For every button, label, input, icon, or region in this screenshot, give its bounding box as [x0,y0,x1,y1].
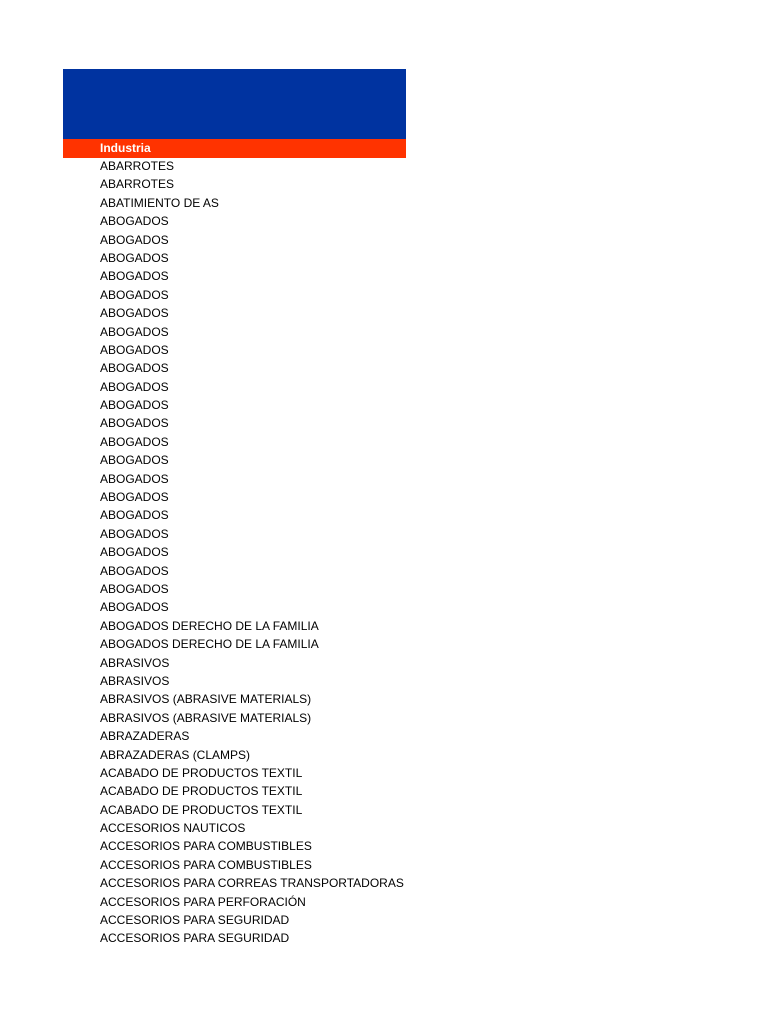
column-header [63,139,406,158]
list-item: ABRASIVOS [100,655,170,670]
industry-list [100,157,404,948]
list-item: ACCESORIOS PARA PERFORACIÓN [100,894,306,909]
list-item: ACCESORIOS NAUTICOS [100,821,246,836]
list-item: ABOGADOS [100,563,169,578]
list-item: ABOGADOS [100,306,169,321]
list-item: ABOGADOS [100,232,169,247]
list-item: ABOGADOS [100,526,169,541]
list-item: ABOGADOS [100,250,169,265]
list-item: ABOGADOS [100,269,169,284]
list-item: ABOGADOS [100,214,169,229]
list-item: ABRASIVOS [100,673,170,688]
list-item: ABOGADOS [100,453,169,468]
list-item: ABARROTES [100,159,175,173]
list-item: ABOGADOS [100,361,169,376]
list-item: ABOGADOS [100,471,169,486]
list-item: ABOGADOS [100,434,169,449]
list-item: ACCESORIOS PARA SEGURIDAD [100,931,290,946]
list-item: ABRASIVOS (ABRASIVE MATERIALS) [100,692,312,707]
list-item: ACCESORIOS PARA COMBUSTIBLES [100,839,312,854]
list-item: ABOGADOS [100,287,169,302]
list-item: ABOGADOS [100,342,169,357]
list-item: ABOGADOS [100,398,169,413]
list-item: ACCESORIOS PARA SEGURIDAD [100,913,290,928]
list-item: ABOGADOS [100,600,169,615]
list-item: ACABADO DE PRODUCTOS TEXTIL [100,784,303,799]
list-item: ACCESORIOS PARA COMBUSTIBLES [100,857,312,872]
list-item: ABARROTES [100,177,175,192]
list-item: ABOGADOS [100,379,169,394]
list-item: ABOGADOS DERECHO DE LA FAMILIA [100,637,319,652]
list-item: ABOGADOS [100,508,169,523]
list-item: ABOGADOS DERECHO DE LA FAMILIA [100,618,319,633]
list-item: ACABADO DE PRODUCTOS TEXTIL [100,765,303,780]
list-item: ABOGADOS [100,581,169,596]
list-item: ABOGADOS [100,545,169,560]
list-item: ACABADO DE PRODUCTOS TEXTIL [100,802,303,817]
list-item: ABOGADOS [100,324,169,339]
list-item: ABRASIVOS (ABRASIVE MATERIALS) [100,710,312,725]
list-item: ABRAZADERAS [100,729,190,744]
column-header-label: Industria [100,141,151,155]
list-item: ABRAZADERAS (CLAMPS) [100,747,251,762]
list-item: ABATIMIENTO DE AS [100,195,219,210]
list-item: ACCESORIOS PARA CORREAS TRANSPORTADORAS [100,876,404,891]
list-item: ABOGADOS [100,416,169,431]
header-banner [63,69,406,139]
list-item: ABOGADOS [100,490,169,505]
